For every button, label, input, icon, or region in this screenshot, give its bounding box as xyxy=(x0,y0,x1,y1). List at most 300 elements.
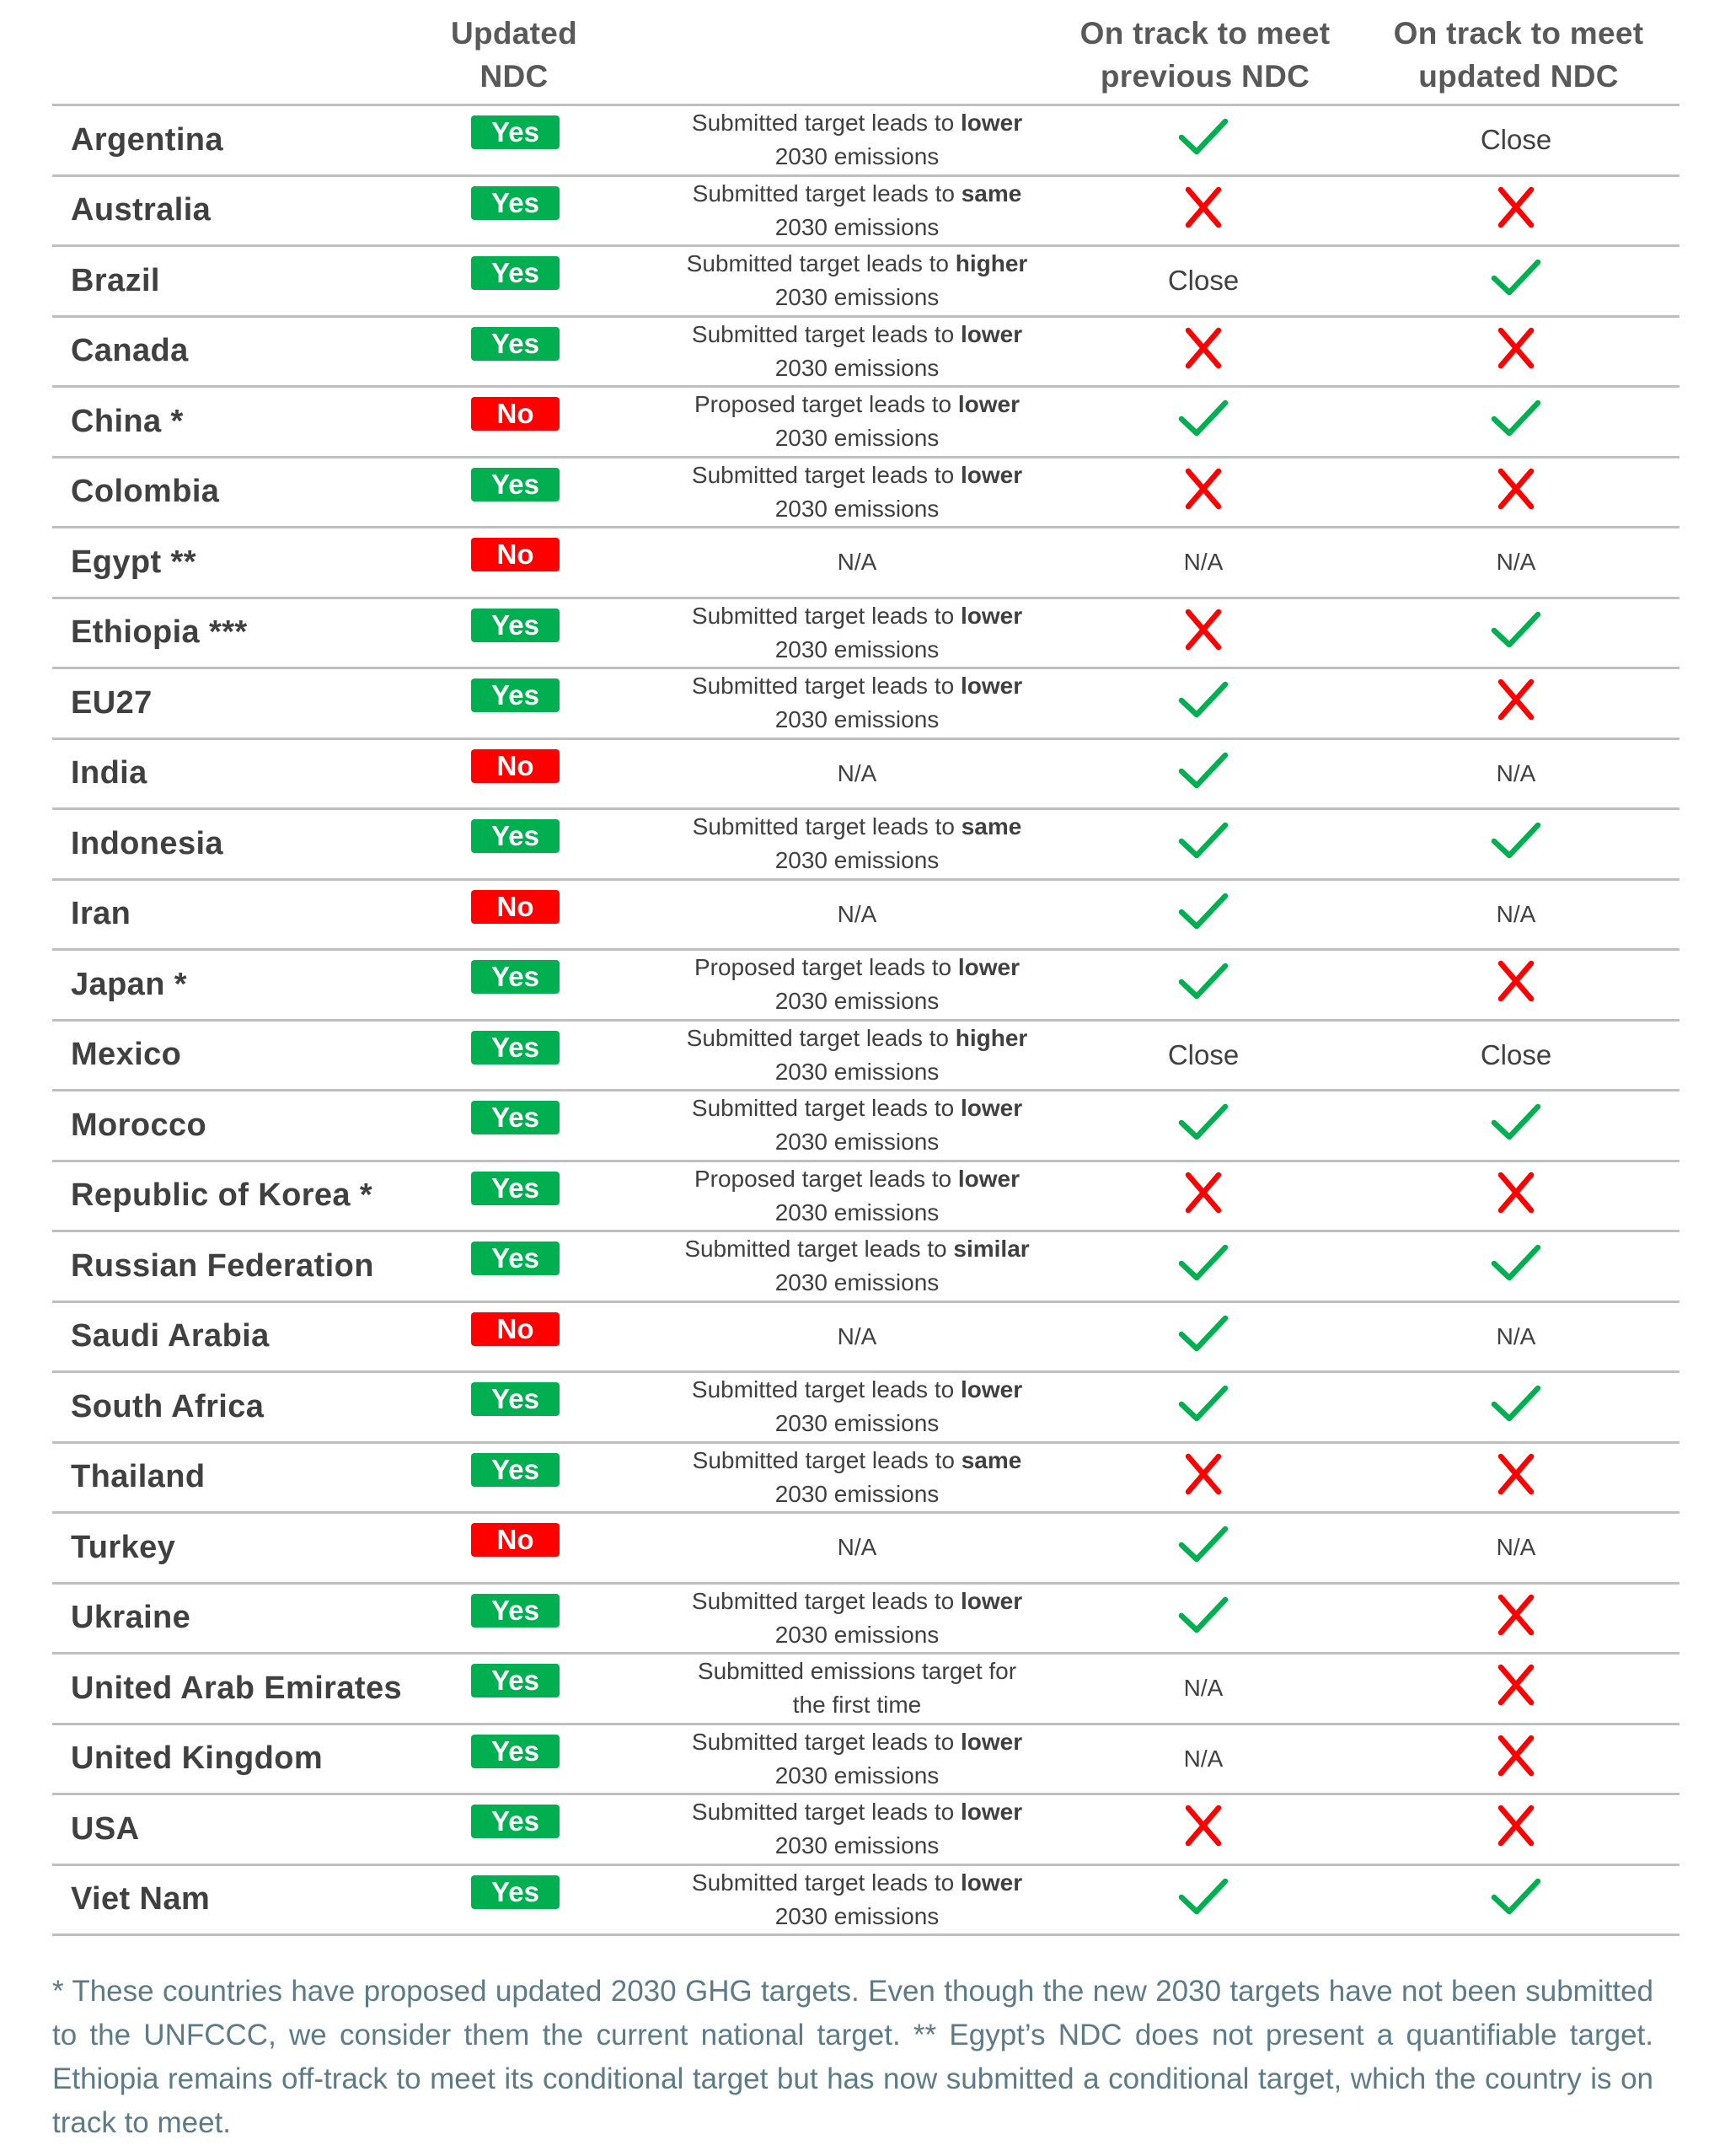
updated-ndc-badge: Yes xyxy=(471,1875,560,1909)
table-row xyxy=(52,878,1679,949)
upd-status-cell xyxy=(1381,599,1651,668)
updated-ndc-badge: Yes xyxy=(471,186,560,220)
description-line2: 2030 emissions xyxy=(774,1480,940,1507)
description-line1 xyxy=(693,1444,1022,1478)
prev-status-text: N/A xyxy=(1183,1675,1224,1702)
description-line1 xyxy=(692,599,1022,633)
prev-status-cell xyxy=(1069,1091,1338,1160)
description-text: Submitted target leads to xyxy=(692,180,962,206)
upd-status-cell xyxy=(1381,1655,1651,1723)
target-description xyxy=(592,1866,1122,1934)
check-icon xyxy=(1489,607,1543,659)
prev-status-cell xyxy=(1069,1795,1338,1864)
table-row xyxy=(52,737,1679,808)
description-line2: 2030 emissions xyxy=(774,1762,940,1789)
upd-status-cell xyxy=(1381,881,1651,949)
updated-ndc-badge: No xyxy=(471,890,560,924)
description-line2: 2030 emissions xyxy=(774,706,940,733)
country-name: South Africa xyxy=(71,1388,265,1424)
target-description xyxy=(592,177,1122,245)
upd-status-text: N/A xyxy=(1496,759,1536,786)
description-line1 xyxy=(687,1022,1028,1055)
description-emphasis: higher xyxy=(955,1024,1028,1051)
check-icon xyxy=(1489,1381,1543,1433)
updated-ndc-badge: No xyxy=(471,1523,560,1557)
table-row xyxy=(52,597,1679,668)
target-description xyxy=(592,388,1122,456)
table-row xyxy=(52,174,1679,245)
prev-status-cell xyxy=(1069,740,1338,808)
description-emphasis: lower xyxy=(960,1587,1023,1614)
table-row xyxy=(52,315,1679,386)
description-line2: 2030 emissions xyxy=(774,1410,940,1437)
footnote: * These countries have proposed updated 2030 GHG targets. Even though the new 2030 targets have not been submitted to the UNFCCC, we consider them the current national target. ** Egypt’s NDC does not present a quantifiable target. Ethiopia remains off-track to meet its conditional target but has now submitted a conditional target, which the country is on track to meet. xyxy=(52,1975,1653,2139)
description-line2: 2030 emissions xyxy=(774,1902,940,1929)
description-emphasis: lower xyxy=(960,110,1023,137)
updated-ndc-badge: No xyxy=(471,1312,560,1346)
description-line1 xyxy=(687,247,1028,281)
cross-icon xyxy=(1489,1451,1543,1504)
table-row xyxy=(52,1230,1679,1301)
target-description xyxy=(592,528,1122,597)
cross-icon xyxy=(1176,1451,1230,1504)
description-text: Submitted target leads to xyxy=(684,1236,954,1263)
target-description xyxy=(592,1655,1122,1723)
description-emphasis: higher xyxy=(955,250,1028,277)
target-description xyxy=(592,740,1122,808)
description-line2: 2030 emissions xyxy=(774,1058,940,1085)
header-previous-line2: previous NDC xyxy=(1100,59,1310,94)
table-row xyxy=(52,1301,1679,1371)
country-name: Ethiopia *** xyxy=(71,614,248,651)
check-icon xyxy=(1489,1099,1543,1151)
description-emphasis: lower xyxy=(957,954,1020,981)
country-name: Iran xyxy=(71,896,131,932)
description-line2: 2030 emissions xyxy=(774,1621,940,1648)
description-line1 xyxy=(692,1091,1022,1125)
table-row xyxy=(52,1089,1679,1160)
country-name: Canada xyxy=(71,333,189,369)
check-icon xyxy=(1489,1874,1543,1926)
table-row xyxy=(52,667,1679,737)
country-name: Mexico xyxy=(71,1037,182,1073)
prev-status-cell xyxy=(1069,1444,1338,1512)
description-text: Proposed target leads to xyxy=(694,1165,958,1192)
cross-icon xyxy=(1489,958,1543,1011)
description-line2: 2030 emissions xyxy=(774,354,940,381)
description-line1 xyxy=(694,388,1020,421)
prev-status-cell xyxy=(1069,951,1338,1019)
country-name: United Kingdom xyxy=(71,1740,324,1777)
target-description xyxy=(592,599,1122,668)
country-name: Turkey xyxy=(71,1529,176,1565)
description-text: Submitted target leads to xyxy=(692,1446,962,1473)
upd-status-cell xyxy=(1381,1303,1651,1371)
check-icon xyxy=(1176,818,1230,870)
description-line1 xyxy=(692,1585,1022,1618)
prev-status-cell xyxy=(1069,106,1338,174)
country-name: EU27 xyxy=(71,684,153,721)
header-updated-ndc-line2: NDC xyxy=(479,59,549,94)
updated-ndc-badge: Yes xyxy=(471,1453,560,1487)
prev-status-text: N/A xyxy=(1183,1745,1224,1772)
upd-status-cell xyxy=(1381,951,1651,1019)
description-line2: 2030 emissions xyxy=(774,425,940,452)
prev-status-cell xyxy=(1069,810,1338,878)
description-text: Submitted target leads to xyxy=(691,461,961,488)
check-icon xyxy=(1176,1592,1230,1644)
cross-icon xyxy=(1489,185,1543,237)
prev-status-cell xyxy=(1069,1022,1338,1090)
prev-status-cell xyxy=(1069,177,1338,245)
description-line2: 2030 emissions xyxy=(774,1129,940,1156)
country-name: Indonesia xyxy=(71,825,223,861)
prev-status-text: Close xyxy=(1167,1038,1240,1070)
check-icon xyxy=(1176,677,1230,729)
upd-status-cell xyxy=(1381,740,1651,808)
upd-status-cell xyxy=(1381,1232,1651,1301)
check-icon xyxy=(1176,748,1230,800)
description-line2: 2030 emissions xyxy=(774,847,940,874)
table-row xyxy=(52,1441,1679,1512)
prev-status-cell xyxy=(1069,1725,1338,1794)
table-row xyxy=(52,456,1679,527)
prev-status-cell xyxy=(1069,318,1338,386)
upd-status-text: N/A xyxy=(1496,549,1536,576)
description-line2: 2030 emissions xyxy=(774,1269,940,1296)
target-description xyxy=(592,881,1122,949)
description-text: Submitted target leads to xyxy=(691,110,961,137)
country-name: Egypt ** xyxy=(71,544,196,580)
updated-ndc-badge: Yes xyxy=(471,1031,560,1065)
description-text: N/A xyxy=(837,549,877,576)
check-icon xyxy=(1176,958,1230,1011)
target-description xyxy=(592,1232,1122,1301)
upd-status-cell xyxy=(1381,177,1651,245)
upd-status-cell xyxy=(1381,247,1651,315)
cross-icon xyxy=(1176,325,1230,378)
updated-ndc-badge: No xyxy=(471,538,560,571)
description-text: Submitted target leads to xyxy=(691,1587,961,1614)
cross-icon xyxy=(1489,466,1543,518)
table-row xyxy=(52,385,1679,456)
target-description xyxy=(592,1373,1122,1441)
table-row xyxy=(52,948,1679,1019)
header-on-track-updated xyxy=(1358,12,1679,101)
description-text: Submitted target leads to xyxy=(692,813,962,840)
header-updated-ndc-line1: Updated xyxy=(450,16,578,51)
cross-icon xyxy=(1489,1662,1543,1714)
cross-icon xyxy=(1489,1803,1543,1855)
upd-status-cell xyxy=(1381,1795,1651,1864)
country-name: Colombia xyxy=(71,474,220,510)
country-name: Argentina xyxy=(71,121,223,158)
upd-status-cell xyxy=(1381,1162,1651,1231)
country-name: Saudi Arabia xyxy=(71,1318,270,1354)
cross-icon xyxy=(1176,466,1230,518)
description-text: Submitted emissions target for xyxy=(697,1658,1017,1685)
upd-status-cell xyxy=(1381,1091,1651,1160)
upd-status-cell xyxy=(1381,1725,1651,1794)
country-name: Australia xyxy=(71,192,212,228)
description-line2: 2030 emissions xyxy=(774,1832,940,1859)
country-name: Thailand xyxy=(71,1459,206,1495)
updated-ndc-badge: Yes xyxy=(471,678,560,712)
description-line1 xyxy=(692,1795,1022,1829)
upd-status-text: Close xyxy=(1480,124,1552,156)
description-text: Proposed target leads to xyxy=(694,954,958,981)
cross-icon xyxy=(1489,677,1543,729)
target-description xyxy=(592,1585,1122,1653)
country-name: Republic of Korea * xyxy=(71,1177,373,1214)
description-line1 xyxy=(692,1725,1022,1759)
description-line1 xyxy=(693,177,1022,211)
description-line2: 2030 emissions xyxy=(774,988,940,1015)
prev-status-cell xyxy=(1069,1514,1338,1582)
cross-icon xyxy=(1176,1803,1230,1855)
description-line1 xyxy=(692,459,1022,492)
description-line2: the first time xyxy=(792,1692,922,1719)
description-emphasis: same xyxy=(961,1446,1022,1473)
description-text: N/A xyxy=(837,1322,877,1349)
upd-status-cell xyxy=(1381,459,1651,527)
updated-ndc-badge: Yes xyxy=(471,468,560,501)
upd-status-cell xyxy=(1381,106,1651,174)
upd-status-cell xyxy=(1381,1866,1651,1934)
prev-status-cell xyxy=(1069,1373,1338,1441)
prev-status-cell xyxy=(1069,528,1338,597)
description-text: N/A xyxy=(837,759,877,786)
description-emphasis: lower xyxy=(960,1799,1023,1826)
table-row xyxy=(52,1652,1679,1723)
updated-ndc-badge: Yes xyxy=(471,1735,560,1768)
table-row xyxy=(52,1723,1679,1794)
description-emphasis: same xyxy=(961,180,1022,206)
updated-ndc-badge: Yes xyxy=(471,1594,560,1628)
target-description xyxy=(592,1303,1122,1371)
check-icon xyxy=(1176,1521,1230,1574)
target-description xyxy=(592,669,1122,737)
country-name: Ukraine xyxy=(71,1600,191,1636)
table-row xyxy=(52,104,1679,174)
prev-status-text: N/A xyxy=(1183,549,1224,576)
prev-status-cell xyxy=(1069,599,1338,668)
prev-status-cell xyxy=(1069,1303,1338,1371)
target-description xyxy=(592,1022,1122,1090)
table-row xyxy=(52,1864,1679,1937)
description-line1 xyxy=(692,1373,1022,1407)
check-icon xyxy=(1489,1240,1543,1292)
description-line1 xyxy=(684,1232,1029,1266)
check-icon xyxy=(1176,395,1230,448)
updated-ndc-badge: Yes xyxy=(471,609,560,642)
description-line1 xyxy=(838,1320,877,1354)
description-emphasis: lower xyxy=(960,1376,1023,1403)
updated-ndc-badge: Yes xyxy=(471,327,560,361)
check-icon xyxy=(1176,888,1230,941)
description-line1 xyxy=(693,810,1022,844)
prev-status-cell xyxy=(1069,1866,1338,1934)
country-name: Russian Federation xyxy=(71,1247,374,1284)
check-icon xyxy=(1489,818,1543,870)
description-line1 xyxy=(838,898,877,931)
description-line1 xyxy=(692,106,1022,140)
upd-status-cell xyxy=(1381,528,1651,597)
description-emphasis: lower xyxy=(960,461,1023,488)
description-line2: 2030 emissions xyxy=(774,636,940,662)
description-emphasis: lower xyxy=(960,1728,1023,1755)
target-description xyxy=(592,459,1122,527)
updated-ndc-badge: Yes xyxy=(471,1664,560,1697)
country-name: Morocco xyxy=(71,1107,207,1143)
description-text: Submitted target leads to xyxy=(691,602,961,629)
updated-ndc-badge: Yes xyxy=(471,960,560,994)
upd-status-text: N/A xyxy=(1496,900,1536,927)
description-text: N/A xyxy=(837,900,877,927)
target-description xyxy=(592,951,1122,1019)
upd-status-cell xyxy=(1381,1585,1651,1653)
prev-status-cell xyxy=(1069,1232,1338,1301)
target-description xyxy=(592,247,1122,315)
upd-status-cell xyxy=(1381,1373,1651,1441)
description-text: Submitted target leads to xyxy=(691,1095,961,1122)
prev-status-cell xyxy=(1069,669,1338,737)
target-description xyxy=(592,318,1122,386)
target-description xyxy=(592,106,1122,174)
prev-status-cell xyxy=(1069,247,1338,315)
check-icon xyxy=(1176,1099,1230,1151)
updated-ndc-badge: No xyxy=(471,749,560,783)
prev-status-text: Close xyxy=(1167,265,1240,297)
description-text: Submitted target leads to xyxy=(691,1728,961,1755)
description-emphasis: similar xyxy=(953,1236,1030,1263)
description-line1 xyxy=(692,669,1022,703)
description-emphasis: lower xyxy=(960,602,1023,629)
upd-status-cell xyxy=(1381,1444,1651,1512)
description-emphasis: lower xyxy=(957,391,1020,418)
prev-status-cell xyxy=(1069,1162,1338,1231)
table-row xyxy=(52,1160,1679,1231)
description-emphasis: same xyxy=(961,813,1022,840)
check-icon xyxy=(1176,114,1230,166)
description-emphasis: lower xyxy=(960,673,1023,700)
updated-ndc-badge: Yes xyxy=(471,1242,560,1275)
description-text: Submitted target leads to xyxy=(691,673,961,700)
description-line2: 2030 emissions xyxy=(774,284,940,311)
check-icon xyxy=(1489,395,1543,448)
cross-icon xyxy=(1489,325,1543,378)
header-previous-line1: On track to meet xyxy=(1079,16,1331,51)
target-description xyxy=(592,1514,1122,1582)
upd-status-cell xyxy=(1381,1514,1651,1582)
prev-status-cell xyxy=(1069,1585,1338,1653)
description-text: Submitted target leads to xyxy=(691,1799,961,1826)
upd-status-text: N/A xyxy=(1496,1534,1536,1561)
prev-status-cell xyxy=(1069,1655,1338,1723)
prev-status-cell xyxy=(1069,881,1338,949)
country-table xyxy=(52,104,1679,1936)
country-name: United Arab Emirates xyxy=(71,1670,403,1706)
target-description xyxy=(592,810,1122,878)
cross-icon xyxy=(1176,185,1230,237)
updated-ndc-badge: Yes xyxy=(471,115,560,149)
country-name: Japan * xyxy=(71,966,187,1002)
table-row xyxy=(52,1370,1679,1441)
cross-icon xyxy=(1489,1592,1543,1644)
description-line2: 2030 emissions xyxy=(774,143,940,170)
table-row xyxy=(52,244,1679,315)
check-icon xyxy=(1176,1240,1230,1292)
description-text: Submitted target leads to xyxy=(691,1376,961,1403)
upd-status-text: Close xyxy=(1480,1038,1552,1070)
cross-icon xyxy=(1176,607,1230,659)
country-name: Brazil xyxy=(71,262,160,298)
description-line1 xyxy=(698,1655,1016,1688)
upd-status-cell xyxy=(1381,669,1651,737)
header-on-track-previous xyxy=(1045,12,1365,101)
target-description xyxy=(592,1725,1122,1794)
target-description xyxy=(592,1795,1122,1864)
description-line2: 2030 emissions xyxy=(774,495,940,522)
table-row xyxy=(52,526,1679,597)
upd-status-cell xyxy=(1381,1022,1651,1090)
description-line1 xyxy=(838,545,877,579)
table-row xyxy=(52,1511,1679,1582)
country-name: USA xyxy=(71,1810,140,1847)
updated-ndc-badge: Yes xyxy=(471,819,560,853)
updated-ndc-badge: Yes xyxy=(471,1172,560,1205)
description-line1 xyxy=(838,1531,877,1564)
check-icon xyxy=(1176,1381,1230,1433)
description-line1 xyxy=(692,318,1022,351)
description-text: N/A xyxy=(837,1534,877,1561)
header-updated-line1: On track to meet xyxy=(1393,16,1644,51)
cross-icon xyxy=(1489,1170,1543,1222)
target-description xyxy=(592,1162,1122,1231)
table-row xyxy=(52,1582,1679,1653)
description-line2: 2030 emissions xyxy=(774,1199,940,1225)
check-icon xyxy=(1489,255,1543,307)
cross-icon xyxy=(1489,1733,1543,1785)
prev-status-cell xyxy=(1069,388,1338,456)
description-line1 xyxy=(694,1162,1020,1196)
country-name: India xyxy=(71,755,147,791)
upd-status-cell xyxy=(1381,388,1651,456)
description-text: Submitted target leads to xyxy=(686,250,956,277)
description-text: Submitted target leads to xyxy=(691,1869,961,1896)
updated-ndc-badge: Yes xyxy=(471,1382,560,1416)
updated-ndc-badge: Yes xyxy=(471,1101,560,1134)
header-updated-ndc xyxy=(404,12,624,101)
upd-status-text: N/A xyxy=(1496,1322,1536,1349)
description-emphasis: lower xyxy=(960,320,1023,347)
upd-status-cell xyxy=(1381,318,1651,386)
description-line1 xyxy=(838,757,877,791)
description-emphasis: lower xyxy=(960,1095,1023,1122)
description-text: Submitted target leads to xyxy=(686,1024,956,1051)
updated-ndc-badge: Yes xyxy=(471,256,560,290)
table-row xyxy=(52,807,1679,878)
updated-ndc-badge: No xyxy=(471,397,560,431)
prev-status-cell xyxy=(1069,459,1338,527)
table-row xyxy=(52,1019,1679,1090)
description-line1 xyxy=(692,1866,1022,1900)
table-row xyxy=(52,1793,1679,1864)
upd-status-cell xyxy=(1381,810,1651,878)
updated-ndc-badge: Yes xyxy=(471,1805,560,1838)
description-text: Submitted target leads to xyxy=(691,320,961,347)
country-name: China * xyxy=(71,403,184,439)
